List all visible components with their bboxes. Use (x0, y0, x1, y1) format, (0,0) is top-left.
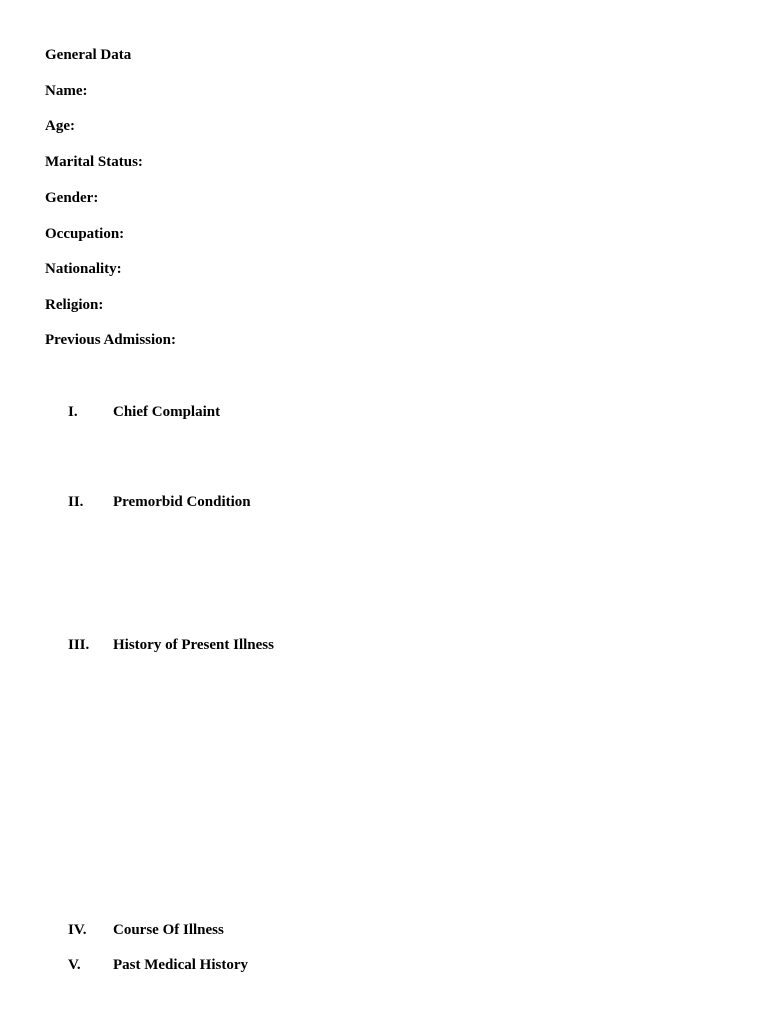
section-numeral: V. (68, 957, 81, 973)
section-course-of-illness (0, 921, 768, 939)
section-premorbid-condition (0, 493, 768, 511)
section-title: Course Of Illness (113, 922, 224, 938)
field-label-name: Name: (45, 83, 88, 99)
section-chief-complaint (0, 403, 768, 421)
section-history-of-present-illness (0, 636, 768, 654)
field-label-religion: Religion: (45, 297, 104, 313)
field-label-occupation: Occupation: (45, 226, 125, 242)
general-data-heading: General Data (45, 47, 132, 63)
section-title: Chief Complaint (113, 404, 221, 420)
field-label-nationality: Nationality: (45, 261, 122, 277)
section-numeral: III. (68, 637, 90, 653)
field-label-age: Age: (45, 118, 75, 134)
field-label-marital-status: Marital Status: (45, 154, 143, 170)
section-title: Premorbid Condition (113, 494, 251, 510)
section-numeral: II. (68, 494, 84, 510)
section-numeral: I. (68, 404, 78, 420)
field-label-previous-admission: Previous Admission: (45, 332, 176, 348)
section-numeral: IV. (68, 922, 87, 938)
section-title: Past Medical History (113, 957, 248, 973)
field-label-gender: Gender: (45, 190, 99, 206)
section-past-medical-history (0, 956, 768, 974)
section-title: History of Present Illness (113, 637, 274, 653)
